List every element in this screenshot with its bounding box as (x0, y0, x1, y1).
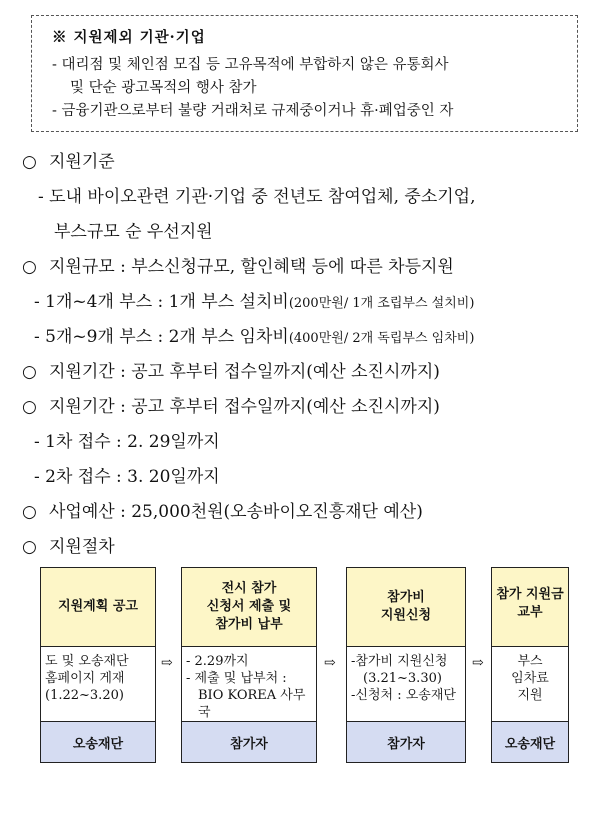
flow-arrow-2: ⇨ (324, 655, 336, 671)
flow-step-4-title-box (491, 567, 569, 647)
flow-step-3-title-box (346, 567, 466, 647)
scale-tier-2: - 5개~9개 부스 : 2개 부스 임차비(400만원/ 2개 독립부스 임차비) (34, 327, 475, 347)
flow-step-2-detail: - 2.29까지 - 제출 및 납부처 : BIO KOREA 사무국 (181, 646, 317, 722)
exclusion-line-1: - 대리점 및 체인점 모집 등 고유목적에 부합하지 않은 유통회사 (52, 57, 449, 73)
section-period-2: ○ 지원기간 : 공고 후부터 접수일까지(예산 소진시까지) (22, 397, 440, 417)
section-scale: ○ 지원규모 : 부스신청규모, 할인혜택 등에 따른 차등지원 (22, 257, 454, 277)
section-procedure: ○ 지원절차 (22, 537, 115, 557)
flow-step-3-detail: -참가비 지원신청 (3.21~3.30) -신청처 : 오송재단 (346, 646, 466, 722)
flow-step-1-actor: 오송재단 (40, 721, 156, 763)
exclusion-line-2: - 금융기관으로부터 불량 거래처로 규제중이거나 휴·폐업중인 자 (52, 103, 454, 119)
section-period-1: ○ 지원기간 : 공고 후부터 접수일까지(예산 소진시까지) (22, 362, 440, 382)
flow-arrow-3: ⇨ (472, 655, 484, 671)
flow-step-2-actor: 참가자 (181, 721, 317, 763)
scale-tier-1: - 1개~4개 부스 : 1개 부스 설치비(200만원/ 1개 조립부스 설치비) (34, 292, 475, 312)
flow-step-3-actor: 참가자 (346, 721, 466, 763)
flow-step-1-title: 지원계획 공고 (41, 568, 155, 646)
flow-step-2-title-box (181, 567, 317, 647)
criteria-line-2: 부스규모 순 우선지원 (54, 222, 213, 242)
criteria-line-1: - 도내 바이오관련 기관·기업 중 전년도 참여업체, 중소기업, (38, 187, 476, 207)
flow-step-4-detail: 부스 임차료 지원 (491, 646, 569, 722)
flow-step-4-title: 참가 지원금 교부 (492, 568, 568, 646)
flow-step-2-title: 전시 참가 신청서 제출 및 참가비 납부 (182, 568, 316, 646)
exclusion-line-1-cont: 및 단순 광고목적의 행사 참가 (70, 80, 257, 96)
round-1: - 1차 접수 : 2. 29일까지 (34, 432, 220, 452)
exclusion-notice-box (31, 15, 578, 132)
flow-arrow-1: ⇨ (161, 655, 173, 671)
flow-step-4-actor: 오송재단 (491, 721, 569, 763)
flow-step-3-title: 참가비 지원신청 (347, 568, 465, 646)
flow-step-1-title-box (40, 567, 156, 647)
exclusion-title: ※ 지원제외 기관·기업 (52, 29, 206, 46)
section-criteria: ○ 지원기준 (22, 152, 115, 172)
flow-step-1-detail: 도 및 오송재단 홈페이지 게재 (1.22~3.20) (40, 646, 156, 722)
section-budget: ○ 사업예산 : 25,000천원(오송바이오진흥재단 예산) (22, 502, 423, 522)
round-2: - 2차 접수 : 3. 20일까지 (34, 467, 220, 487)
